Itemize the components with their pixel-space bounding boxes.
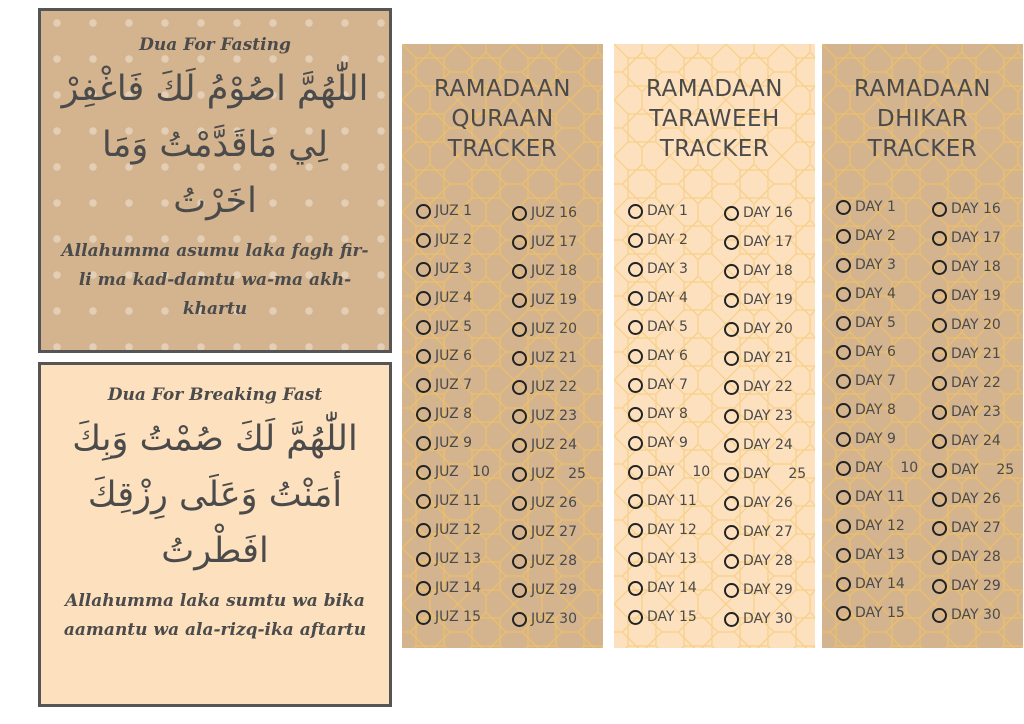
circle-checkbox-icon[interactable] [724, 612, 739, 627]
tracker-title-line: TRACKER [659, 136, 770, 162]
tracker-checkbox-item[interactable] [932, 518, 1001, 538]
circle-checkbox-icon[interactable] [836, 403, 851, 418]
circle-checkbox-icon[interactable] [512, 293, 527, 308]
tracker-checkbox-item[interactable] [724, 319, 793, 339]
item-label: DAY 10 [647, 464, 711, 480]
tracker-checkbox-item[interactable] [724, 232, 793, 252]
item-label: DAY 28 [951, 549, 1001, 565]
tracker-checkbox-item[interactable] [724, 261, 793, 281]
tracker-checkbox-item[interactable] [724, 435, 793, 455]
circle-checkbox-icon[interactable] [416, 320, 431, 335]
item-label: JUZ 8 [435, 406, 473, 422]
item-label: JUZ 14 [435, 580, 481, 596]
tracker-checkbox-item[interactable] [724, 551, 793, 571]
item-label: DAY 25 [951, 462, 1015, 478]
item-label: DAY 11 [855, 489, 905, 505]
tracker-title-line: TRACKER [867, 136, 978, 162]
circle-checkbox-icon[interactable] [932, 318, 947, 333]
item-label: DAY 20 [743, 321, 793, 337]
item-label: DAY 3 [855, 257, 896, 273]
tracker-title [614, 74, 815, 164]
item-label: DAY 27 [951, 520, 1001, 536]
tracker-title-line: DHIKAR [876, 106, 969, 132]
item-label: DAY 6 [647, 348, 688, 364]
dua-fasting-card [38, 8, 392, 353]
circle-checkbox-icon[interactable] [416, 204, 431, 219]
tracker-checkbox-item[interactable] [512, 348, 577, 368]
circle-checkbox-icon[interactable] [724, 467, 739, 482]
circle-checkbox-icon[interactable] [724, 351, 739, 366]
tracker-checkbox-item[interactable] [628, 578, 697, 598]
tracker-checkbox-item[interactable] [932, 605, 1001, 625]
circle-checkbox-icon[interactable] [932, 579, 947, 594]
item-label: JUZ 29 [531, 582, 577, 598]
tracker-checkbox-item[interactable] [628, 404, 688, 424]
tracker-checkbox-item[interactable] [512, 551, 577, 571]
tracker-checkbox-item[interactable] [724, 522, 793, 542]
circle-checkbox-icon[interactable] [932, 347, 947, 362]
circle-checkbox-icon[interactable] [836, 374, 851, 389]
circle-checkbox-icon[interactable] [932, 492, 947, 507]
tracker-checkbox-item[interactable] [724, 580, 793, 600]
tracker-checkbox-item[interactable] [628, 230, 688, 250]
circle-checkbox-icon[interactable] [416, 465, 431, 480]
item-label: JUZ 26 [531, 495, 577, 511]
tracker-checkbox-item[interactable] [628, 462, 710, 482]
circle-checkbox-icon[interactable] [628, 349, 643, 364]
item-label: DAY 29 [743, 582, 793, 598]
tracker-checkbox-item[interactable] [932, 199, 1001, 219]
tracker-checkbox-item[interactable] [416, 346, 472, 366]
tracker-checkbox-item[interactable] [512, 377, 577, 397]
tracker-checkbox-item[interactable] [512, 435, 577, 455]
item-label: DAY 6 [855, 344, 896, 360]
tracker-checkbox-item[interactable] [724, 377, 793, 397]
item-label: DAY 28 [743, 553, 793, 569]
tracker-checkbox-item[interactable] [416, 201, 472, 221]
tracker-checkbox-item[interactable] [512, 493, 577, 513]
tracker-checkbox-item[interactable] [836, 516, 905, 536]
circle-checkbox-icon[interactable] [932, 463, 947, 478]
item-label: DAY 14 [647, 580, 697, 596]
tracker-checkbox-item[interactable] [416, 549, 481, 569]
dua-breaking-fast-card [38, 362, 392, 707]
item-label: DAY 18 [743, 263, 793, 279]
tracker-checkbox-item[interactable] [512, 261, 577, 281]
item-label: DAY 20 [951, 317, 1001, 333]
tracker-title-line: TRACKER [447, 136, 558, 162]
circle-checkbox-icon[interactable] [628, 581, 643, 596]
tracker-checkbox-item[interactable] [416, 578, 481, 598]
circle-checkbox-icon[interactable] [724, 264, 739, 279]
item-label: DAY 24 [951, 433, 1001, 449]
item-label: DAY 17 [951, 230, 1001, 246]
item-label: JUZ 22 [531, 379, 577, 395]
item-label: DAY 30 [951, 607, 1001, 623]
item-label: DAY 17 [743, 234, 793, 250]
item-label: JUZ 19 [531, 292, 577, 308]
circle-checkbox-icon[interactable] [416, 552, 431, 567]
tracker-checkbox-item[interactable] [628, 433, 688, 453]
item-label: JUZ 16 [531, 205, 577, 221]
circle-checkbox-icon[interactable] [512, 583, 527, 598]
tracker-checkbox-item[interactable] [932, 228, 1001, 248]
item-label: DAY 26 [743, 495, 793, 511]
circle-checkbox-icon[interactable] [836, 519, 851, 534]
circle-checkbox-icon[interactable] [512, 322, 527, 337]
tracker-checkbox-item[interactable] [628, 520, 697, 540]
item-label: DAY 3 [647, 261, 688, 277]
tracker-checkbox-item[interactable] [416, 607, 481, 627]
tracker-title-line: TARAWEEH [649, 106, 780, 132]
item-label: DAY 12 [647, 522, 697, 538]
item-label: DAY 9 [647, 435, 688, 451]
taraweeh-tracker [614, 44, 815, 648]
circle-checkbox-icon[interactable] [416, 494, 431, 509]
tracker-checkbox-item[interactable] [724, 203, 793, 223]
item-label: DAY 18 [951, 259, 1001, 275]
item-label: DAY 4 [647, 290, 688, 306]
circle-checkbox-icon[interactable] [416, 291, 431, 306]
circle-checkbox-icon[interactable] [932, 202, 947, 217]
circle-checkbox-icon[interactable] [512, 467, 527, 482]
item-label: JUZ 9 [435, 435, 473, 451]
item-label: JUZ 5 [435, 319, 473, 335]
item-label: JUZ 28 [531, 553, 577, 569]
circle-checkbox-icon[interactable] [512, 612, 527, 627]
circle-checkbox-icon[interactable] [512, 525, 527, 540]
item-label: DAY 19 [951, 288, 1001, 304]
item-label: DAY 14 [855, 576, 905, 592]
circle-checkbox-icon[interactable] [836, 490, 851, 505]
tracker-checkbox-item[interactable] [724, 406, 793, 426]
tracker-checkbox-item[interactable] [724, 348, 793, 368]
tracker-title [822, 74, 1023, 164]
tracker-checkbox-item[interactable] [416, 317, 472, 337]
item-label: DAY 23 [743, 408, 793, 424]
item-label: DAY 15 [855, 605, 905, 621]
item-label: JUZ 24 [531, 437, 577, 453]
circle-checkbox-icon[interactable] [836, 229, 851, 244]
circle-checkbox-icon[interactable] [724, 206, 739, 221]
circle-checkbox-icon[interactable] [836, 606, 851, 621]
tracker-checkbox-item[interactable] [416, 375, 472, 395]
item-label: JUZ 18 [531, 263, 577, 279]
item-label: JUZ 6 [435, 348, 473, 364]
item-label: JUZ 21 [531, 350, 577, 366]
tracker-checkbox-item[interactable] [836, 400, 896, 420]
tracker-checkbox-item[interactable] [512, 580, 577, 600]
circle-checkbox-icon[interactable] [932, 521, 947, 536]
tracker-checkbox-item[interactable] [628, 607, 697, 627]
tracker-checkbox-item[interactable] [628, 201, 688, 221]
tracker-checkbox-item[interactable] [512, 464, 586, 484]
item-label: JUZ 23 [531, 408, 577, 424]
circle-checkbox-icon[interactable] [836, 200, 851, 215]
item-label: JUZ 25 [531, 466, 586, 482]
tracker-checkbox-item[interactable] [932, 315, 1001, 335]
circle-checkbox-icon[interactable] [932, 231, 947, 246]
tracker-title-line: RAMADAAN [434, 76, 571, 102]
circle-checkbox-icon[interactable] [628, 204, 643, 219]
circle-checkbox-icon[interactable] [724, 438, 739, 453]
item-label: DAY 12 [855, 518, 905, 534]
tracker-title [402, 74, 603, 164]
item-label: DAY 7 [855, 373, 896, 389]
item-label: JUZ 7 [435, 377, 473, 393]
tracker-checkbox-item[interactable] [724, 290, 793, 310]
circle-checkbox-icon[interactable] [932, 608, 947, 623]
tracker-checkbox-item[interactable] [512, 406, 577, 426]
circle-checkbox-icon[interactable] [628, 494, 643, 509]
tracker-checkbox-item[interactable] [628, 317, 688, 337]
circle-checkbox-icon[interactable] [724, 496, 739, 511]
circle-checkbox-icon[interactable] [932, 550, 947, 565]
tracker-checkbox-item[interactable] [932, 344, 1001, 364]
tracker-checkbox-item[interactable] [836, 197, 896, 217]
tracker-checkbox-item[interactable] [836, 603, 905, 623]
circle-checkbox-icon[interactable] [724, 322, 739, 337]
tracker-title-line: RAMADAAN [854, 76, 991, 102]
circle-checkbox-icon[interactable] [836, 258, 851, 273]
circle-checkbox-icon[interactable] [416, 378, 431, 393]
quraan-tracker [402, 44, 603, 648]
tracker-checkbox-item[interactable] [932, 286, 1001, 306]
item-label: DAY 16 [743, 205, 793, 221]
tracker-checkbox-item[interactable] [932, 431, 1001, 451]
item-label: JUZ 10 [435, 464, 490, 480]
circle-checkbox-icon[interactable] [512, 409, 527, 424]
circle-checkbox-icon[interactable] [836, 461, 851, 476]
circle-checkbox-icon[interactable] [628, 233, 643, 248]
tracker-checkbox-item[interactable] [836, 284, 896, 304]
transliteration: Allahumma asumu laka fagh fir-li ma kad-damtu wa-ma akh-khartu [61, 241, 369, 319]
circle-checkbox-icon[interactable] [724, 525, 739, 540]
transliteration: Allahumma laka sumtu wa bika aamantu wa ala-rizq-ika aftartu [63, 591, 367, 640]
item-label: JUZ 27 [531, 524, 577, 540]
circle-checkbox-icon[interactable] [724, 293, 739, 308]
item-label: DAY 27 [743, 524, 793, 540]
item-label: JUZ 13 [435, 551, 481, 567]
circle-checkbox-icon[interactable] [628, 291, 643, 306]
item-label: DAY 8 [647, 406, 688, 422]
item-label: DAY 21 [743, 350, 793, 366]
item-label: DAY 1 [855, 199, 896, 215]
circle-checkbox-icon[interactable] [416, 436, 431, 451]
item-label: DAY 24 [743, 437, 793, 453]
tracker-checkbox-item[interactable] [628, 375, 688, 395]
circle-checkbox-icon[interactable] [724, 554, 739, 569]
item-label: DAY 5 [855, 315, 896, 331]
item-label: DAY 16 [951, 201, 1001, 217]
circle-checkbox-icon[interactable] [724, 583, 739, 598]
item-label: DAY 13 [647, 551, 697, 567]
circle-checkbox-icon[interactable] [724, 235, 739, 250]
tracker-checkbox-item[interactable] [724, 609, 793, 629]
circle-checkbox-icon[interactable] [416, 407, 431, 422]
circle-checkbox-icon[interactable] [628, 465, 643, 480]
item-label: JUZ 12 [435, 522, 481, 538]
item-label: JUZ 4 [435, 290, 473, 306]
tracker-checkbox-item[interactable] [628, 259, 688, 279]
circle-checkbox-icon[interactable] [628, 262, 643, 277]
item-label: DAY 26 [951, 491, 1001, 507]
item-label: DAY 22 [951, 375, 1001, 391]
dua-title: Dua For Breaking Fast [107, 385, 323, 405]
tracker-checkbox-item[interactable] [932, 373, 1001, 393]
item-label: DAY 5 [647, 319, 688, 335]
tracker-checkbox-item[interactable] [512, 609, 577, 629]
circle-checkbox-icon[interactable] [932, 289, 947, 304]
tracker-checkbox-item[interactable] [512, 203, 577, 223]
item-label: JUZ 17 [531, 234, 577, 250]
circle-checkbox-icon[interactable] [416, 262, 431, 277]
item-label: DAY 4 [855, 286, 896, 302]
circle-checkbox-icon[interactable] [512, 554, 527, 569]
tracker-checkbox-item[interactable] [932, 402, 1001, 422]
circle-checkbox-icon[interactable] [836, 316, 851, 331]
tracker-checkbox-item[interactable] [628, 491, 697, 511]
circle-checkbox-icon[interactable] [836, 577, 851, 592]
tracker-checkbox-item[interactable] [724, 464, 806, 484]
item-label: JUZ 20 [531, 321, 577, 337]
circle-checkbox-icon[interactable] [628, 320, 643, 335]
item-label: DAY 1 [647, 203, 688, 219]
tracker-checkbox-item[interactable] [932, 489, 1001, 509]
circle-checkbox-icon[interactable] [836, 432, 851, 447]
item-label: DAY 15 [647, 609, 697, 625]
item-label: JUZ 11 [435, 493, 481, 509]
circle-checkbox-icon[interactable] [512, 206, 527, 221]
tracker-checkbox-item[interactable] [836, 255, 896, 275]
item-label: JUZ 30 [531, 611, 577, 627]
tracker-checkbox-item[interactable] [836, 429, 896, 449]
item-label: DAY 22 [743, 379, 793, 395]
tracker-checkbox-item[interactable] [836, 371, 896, 391]
tracker-checkbox-item[interactable] [416, 462, 490, 482]
circle-checkbox-icon[interactable] [932, 405, 947, 420]
tracker-checkbox-item[interactable] [836, 545, 905, 565]
tracker-checkbox-item[interactable] [416, 230, 472, 250]
tracker-title-line: QURAAN [451, 106, 554, 132]
tracker-checkbox-item[interactable] [512, 319, 577, 339]
circle-checkbox-icon[interactable] [836, 345, 851, 360]
item-label: DAY 19 [743, 292, 793, 308]
tracker-checkbox-item[interactable] [628, 346, 688, 366]
circle-checkbox-icon[interactable] [628, 407, 643, 422]
circle-checkbox-icon[interactable] [512, 438, 527, 453]
circle-checkbox-icon[interactable] [628, 610, 643, 625]
circle-checkbox-icon[interactable] [512, 351, 527, 366]
circle-checkbox-icon[interactable] [628, 378, 643, 393]
tracker-checkbox-item[interactable] [932, 547, 1001, 567]
item-label: DAY 23 [951, 404, 1001, 420]
item-label: DAY 10 [855, 460, 919, 476]
circle-checkbox-icon[interactable] [628, 552, 643, 567]
tracker-checkbox-item[interactable] [512, 290, 577, 310]
tracker-checkbox-item[interactable] [416, 404, 472, 424]
circle-checkbox-icon[interactable] [512, 380, 527, 395]
tracker-checkbox-item[interactable] [628, 549, 697, 569]
tracker-checkbox-item[interactable] [836, 458, 918, 478]
circle-checkbox-icon[interactable] [416, 523, 431, 538]
tracker-checkbox-item[interactable] [416, 433, 472, 453]
tracker-checkbox-item[interactable] [932, 576, 1001, 596]
circle-checkbox-icon[interactable] [932, 260, 947, 275]
circle-checkbox-icon[interactable] [932, 376, 947, 391]
item-label: DAY 29 [951, 578, 1001, 594]
item-label: JUZ 15 [435, 609, 481, 625]
circle-checkbox-icon[interactable] [512, 264, 527, 279]
circle-checkbox-icon[interactable] [416, 581, 431, 596]
tracker-checkbox-item[interactable] [512, 522, 577, 542]
tracker-checkbox-item[interactable] [836, 342, 896, 362]
dua-title: Dua For Fasting [139, 35, 291, 55]
tracker-checkbox-item[interactable] [416, 491, 481, 511]
circle-checkbox-icon[interactable] [932, 434, 947, 449]
item-label: DAY 11 [647, 493, 697, 509]
circle-checkbox-icon[interactable] [836, 548, 851, 563]
item-label: JUZ 2 [435, 232, 473, 248]
item-label: JUZ 1 [435, 203, 473, 219]
tracker-checkbox-item[interactable] [932, 460, 1014, 480]
tracker-checkbox-item[interactable] [416, 520, 481, 540]
arabic-text: اللّٰهُمَّ اصُوْمُ لَكَ فَاغْفِرْ لِي مَاقَدَّمْتُ وَمَا اخَرْتُ [61, 69, 369, 221]
item-label: DAY 2 [647, 232, 688, 248]
item-label: DAY 2 [855, 228, 896, 244]
circle-checkbox-icon[interactable] [416, 610, 431, 625]
tracker-checkbox-item[interactable] [416, 288, 472, 308]
tracker-checkbox-item[interactable] [836, 487, 905, 507]
tracker-checkbox-item[interactable] [836, 226, 896, 246]
item-label: DAY 30 [743, 611, 793, 627]
item-label: JUZ 3 [435, 261, 473, 277]
tracker-checkbox-item[interactable] [628, 288, 688, 308]
circle-checkbox-icon[interactable] [628, 436, 643, 451]
tracker-checkbox-item[interactable] [416, 259, 472, 279]
circle-checkbox-icon[interactable] [628, 523, 643, 538]
tracker-checkbox-item[interactable] [836, 574, 905, 594]
tracker-checkbox-item[interactable] [836, 313, 896, 333]
circle-checkbox-icon[interactable] [416, 233, 431, 248]
circle-checkbox-icon[interactable] [512, 235, 527, 250]
item-label: DAY 8 [855, 402, 896, 418]
item-label: DAY 25 [743, 466, 807, 482]
tracker-checkbox-item[interactable] [512, 232, 577, 252]
item-label: DAY 13 [855, 547, 905, 563]
dhikar-tracker [822, 44, 1023, 648]
circle-checkbox-icon[interactable] [836, 287, 851, 302]
item-label: DAY 21 [951, 346, 1001, 362]
item-label: DAY 9 [855, 431, 896, 447]
tracker-checkbox-item[interactable] [932, 257, 1001, 277]
tracker-title-line: RAMADAAN [646, 76, 783, 102]
circle-checkbox-icon[interactable] [724, 409, 739, 424]
item-label: DAY 7 [647, 377, 688, 393]
tracker-checkbox-item[interactable] [724, 493, 793, 513]
circle-checkbox-icon[interactable] [416, 349, 431, 364]
circle-checkbox-icon[interactable] [724, 380, 739, 395]
circle-checkbox-icon[interactable] [512, 496, 527, 511]
arabic-text: اللّٰهُمَّ لَكَ صُمْتُ وَبِكَ أمَنْتُ وَعَلَى رِزْقِكَ افَطْرتُ [72, 419, 358, 571]
